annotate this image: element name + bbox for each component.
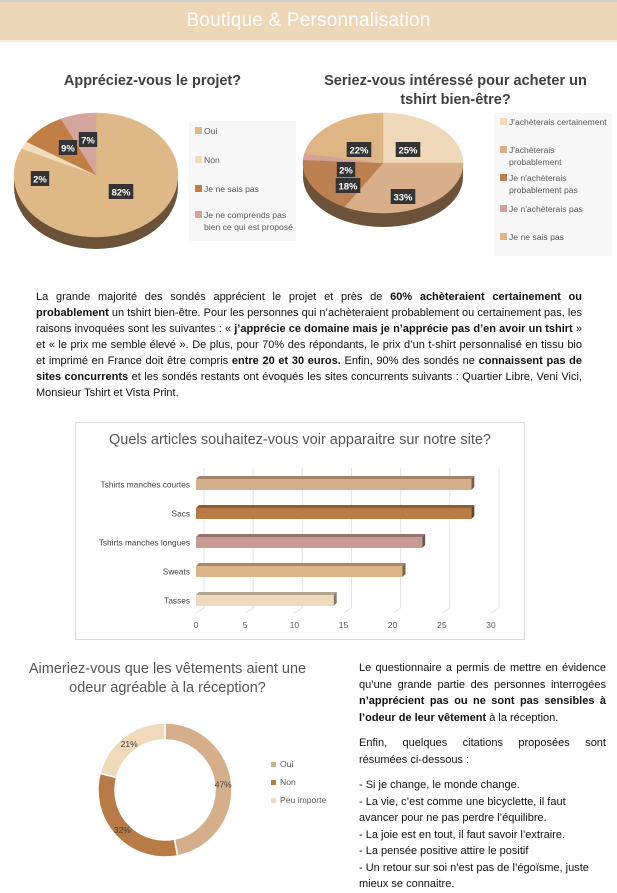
pie2-slice-0 [383,113,463,163]
category-label: Tshirts manches courtes [100,479,190,490]
legend-swatch [195,156,202,163]
donut-slice-2 [100,723,165,778]
donut-data-label: 47% [214,779,232,790]
x-tick-label: 25 [437,620,447,630]
pie2-data-label: 22% [349,145,369,157]
summary-text: » et « le prix me semble élevé ». De plus, pour 70% des répondants, le prix d’un t-shirt personnalisé en tissu bio et imprimé en France doit être compris [36,323,582,367]
bar-0 [196,479,471,490]
pie2-data-label: 33% [393,192,413,204]
donut-chart [90,715,240,865]
gridline-foot [245,608,253,613]
donut-data-label: 32% [113,825,131,836]
legend-label: Je ne sais pas [204,184,259,194]
pie1-chart [8,105,188,255]
donut-legend-item [271,773,326,791]
pie2-legend [494,113,612,256]
summary-text: un tshirt bien-être. Pour les personnes qui n’achèteraient probablement ou certainement pas, les raisons invoquées sont les suivantes : « [36,307,582,335]
bar-chart-frame [75,422,525,640]
odor-commentary [359,660,606,893]
pie1-data-label: 82% [111,187,131,199]
pie2-legend-item [500,231,564,243]
legend-swatch [500,146,507,153]
gridline-foot [196,608,204,613]
pie2-legend-item [500,144,609,168]
legend-swatch [500,205,507,212]
x-tick-label: 10 [289,620,300,630]
donut-title: Aimeriez-vous que les vêtements aient une odeur agréable à la réception? [28,661,307,696]
x-tick-label: 20 [387,620,398,630]
summary-bold: 60% achèteraient certainement ou probablement [36,291,582,319]
summary-paragraph [36,289,582,401]
pie2-data-label: 25% [398,145,418,157]
gridline-foot [491,608,499,613]
legend-swatch [500,118,507,125]
pie2-data-label: 2% [339,165,353,177]
legend-label: Je ne comprends pas bien ce qui est proposé [204,210,293,232]
summary-bold: entre 20 et 30 euros. [231,355,341,367]
pie1-title: Appréciez-vous le projet? [63,73,242,89]
category-label: Tshirts manches longues [98,537,190,548]
odor-text: à la réception. [486,711,559,724]
bar-2 [196,537,422,548]
x-tick-label: 30 [486,620,496,630]
bar-top [196,563,406,566]
legend-swatch [500,233,507,240]
pie2-legend-item [500,172,609,196]
legend-label: J'achèterais certainement [509,117,607,127]
category-label: Sweats [162,566,190,577]
legend-label: Oui [280,759,294,769]
pie1-legend-item [195,154,220,166]
pie2-chart [300,112,470,262]
summary-text: La grande majorité des sondés apprécient le projet et près de [36,291,391,303]
legend-label: Je ne sais pas [509,232,564,242]
donut-legend-item [271,755,326,773]
gridline-foot [442,608,450,613]
x-tick-label: 0 [193,620,199,630]
x-tick-label: 5 [242,620,248,630]
odor-text: Le questionnaire a permis de mettre en évidence qu’une grande partie des personnes interrogées [359,662,606,691]
bar-4 [196,595,334,606]
gridline-foot [294,608,302,613]
legend-swatch [195,185,202,192]
legend-label: Peu importe [280,795,327,805]
legend-swatch [500,174,507,181]
pie1-data-label: 9% [61,143,75,155]
bar-chart-title: Quels articles souhaitez-vous voir apparaitre sur notre site? [108,432,491,448]
pie2-legend-item [500,203,583,215]
pie1-legend-item [195,183,259,195]
legend-label: Je n'achèterais pas [509,204,583,214]
legend-label: J'achèterais probablement [509,145,562,167]
quote-item: - La joie est en tout, il faut savoir l’extraire. [359,828,566,841]
section-title: Boutique & Personnalisation [186,10,431,31]
bar-chart [76,423,524,639]
donut-slice-1 [98,773,178,857]
summary-bold: j’apprécie ce domaine mais je n’apprécie pas d’en avoir un tshirt [234,323,573,335]
legend-swatch [195,211,202,218]
legend-label: Oui [204,126,218,136]
quotes-intro: Enfin, quelques citations proposées sont résumées ci-dessous : [359,737,606,766]
odor-bold: n’apprécient pas ou ne sont pas sensibles à l’odeur de leur vêtement [359,695,606,724]
category-label: Tasses [164,595,190,606]
odor-paragraph [359,660,606,726]
legend-swatch [271,780,276,785]
pie1-data-label: 2% [33,174,47,186]
bar-top [196,592,337,595]
legend-swatch [271,798,276,803]
pie1-legend-item [195,125,217,137]
bar-top [196,476,474,479]
pie1-data-label: 7% [81,135,95,147]
summary-text: Enfin, 90% des sondés ne [340,355,479,367]
gridline-foot [393,608,401,613]
pie1-legend [189,121,296,241]
summary-bold: connaissent pas de sites concurrents [36,355,582,383]
bar-top [196,534,425,537]
legend-swatch [195,127,202,134]
donut-legend-item [271,791,326,809]
legend-label: Je n'achèterais probablement pas [509,173,578,195]
legend-swatch [271,762,276,767]
pie2-data-label: 18% [338,181,358,193]
donut-data-label: 21% [120,738,138,749]
quote-item: - La vie, c’est comme une bicyclette, il faut avancer pour ne pas perdre l’équilibre. [359,795,566,824]
summary-text: et les sondés restants ont évoqués les sites concurrents suivants : Quartier Libre, Veni Vici, Monsieur Tshirt et Vista Print. [36,371,583,399]
quotes-list [359,777,606,893]
legend-label: Non [204,155,220,165]
quote-item: - Un retour sur soi n’est pas de l’égoïsme, juste mieux se connaitre. [359,861,589,890]
bar-top [196,505,474,508]
bar-1 [196,508,471,519]
bar-3 [196,566,403,577]
pie1-legend-item [195,209,293,233]
category-label: Sacs [171,508,190,519]
pie2-legend-item [500,116,607,128]
quote-item: - Si je change, le monde change. [359,779,520,791]
x-tick-label: 15 [338,620,349,630]
pie2-title: Seriez-vous intéressé pour acheter un tshirt bien-être? [324,73,587,108]
gridline-foot [344,608,352,613]
section-banner [0,2,617,42]
legend-label: Non [280,777,296,787]
quote-item: - La pensée positive attire le positif [359,845,529,857]
donut-legend [271,755,326,809]
